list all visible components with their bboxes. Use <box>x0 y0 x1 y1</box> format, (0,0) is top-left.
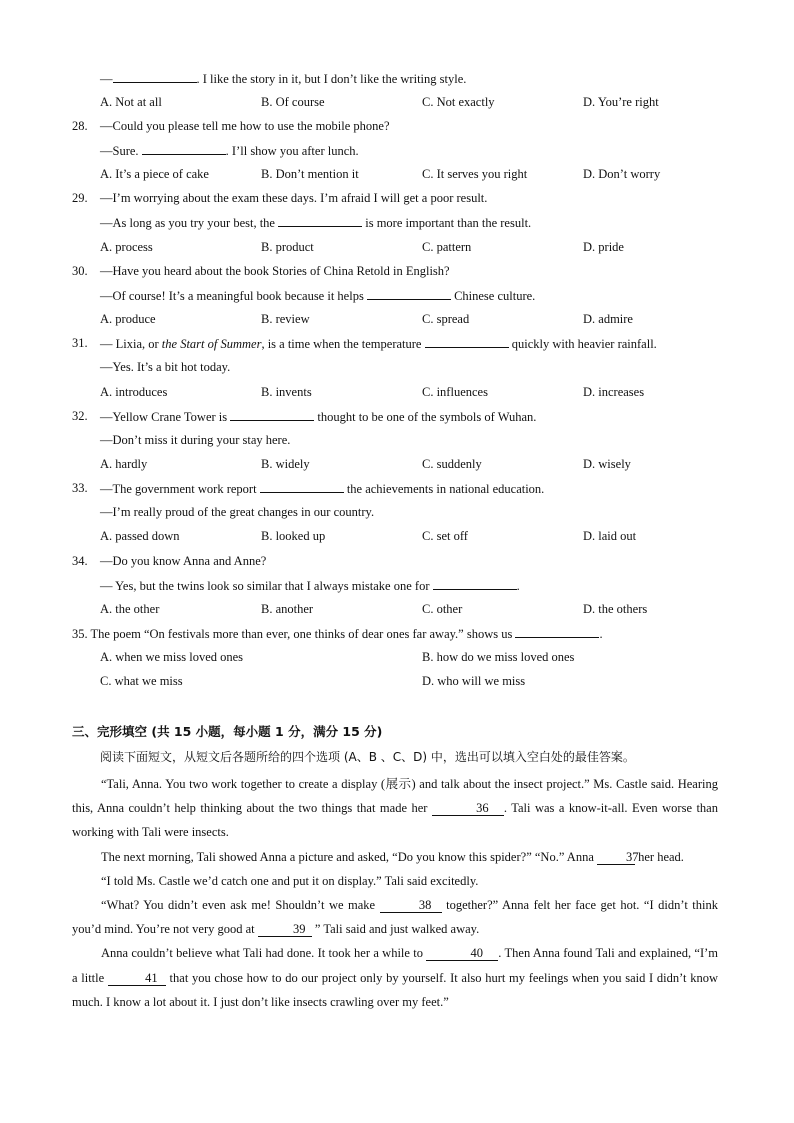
q30-option-a: A. produce <box>100 312 156 326</box>
q30-line2: —Of course! It’s a meaningful book because it helps Chinese culture. <box>100 289 536 303</box>
q35-option-d: D. who will we miss <box>422 674 526 688</box>
question-number: 31. <box>72 336 88 350</box>
q28-line2: —Sure. . I’ll show you after lunch. <box>100 144 359 158</box>
q27-response: — . I like the story in it, but I don’t like the writing style. <box>100 72 467 86</box>
question-number: 30. <box>72 264 88 278</box>
answer-blank-40[interactable]: 40 <box>426 946 498 961</box>
section-instruction: 阅读下面短文，从短文后各题所给的四个选项 (A、B 、C、D) 中，选出可以填入空白处的最佳答案。 <box>100 750 635 764</box>
q30-option-b: B. review <box>261 312 310 326</box>
q30-option-c: C. spread <box>422 312 470 326</box>
q27-option-d: D. You’re right <box>583 95 659 109</box>
q30-line1: —Have you heard about the book Stories of China Retold in English? <box>100 264 450 278</box>
q29-line1: —I’m worrying about the exam these days. I’m afraid I will get a poor result. <box>100 191 488 205</box>
q29-option-c: C. pattern <box>422 240 472 254</box>
answer-blank[interactable] <box>113 70 197 83</box>
answer-blank-41[interactable]: 41 <box>108 971 166 986</box>
passage-paragraph: Anna couldn’t believe what Tali had done. It took her a while to 40 . Then Anna found Tali and explained, “I’m a little 41 that you chose how to do our project only by yourself. It also hurt my feelings when you said I didn’t know much. I know a lot about it. I just don’t like insects crawling over my feet.” <box>72 946 718 1009</box>
q35-option-c: C. what we miss <box>100 674 183 688</box>
q35-stem: 35. The poem “On festivals more than ever, one thinks of dear ones far away.” shows us . <box>72 627 603 641</box>
q31-option-a: A. introduces <box>100 385 168 399</box>
section-title: 三、完形填空 (共 15 小题，每小题 1 分，满分 15 分) <box>72 724 383 739</box>
question-number: 29. <box>72 191 88 205</box>
answer-blank[interactable] <box>260 480 344 493</box>
q32-option-d: D. wisely <box>583 457 631 471</box>
q33-option-a: A. passed down <box>100 529 180 543</box>
q28-line1: —Could you please tell me how to use the mobile phone? <box>100 119 390 133</box>
answer-blank[interactable] <box>433 577 517 590</box>
answer-blank[interactable] <box>367 287 451 300</box>
q28-option-c: C. It serves you right <box>422 167 528 181</box>
q33-line1: —The government work report the achievements in national education. <box>100 482 545 496</box>
question-number: 28. <box>72 119 88 133</box>
q28-option-d: D. Don’t worry <box>583 167 661 181</box>
q29-option-d: D. pride <box>583 240 624 254</box>
q32-option-b: B. widely <box>261 457 310 471</box>
q27-option-a: A. Not at all <box>100 95 162 109</box>
q33-option-d: D. laid out <box>583 529 637 543</box>
answer-blank-37[interactable]: 37 <box>597 850 635 865</box>
q29-line2: —As long as you try your best, the is more important than the result. <box>100 216 532 230</box>
q32-line2: —Don’t miss it during your stay here. <box>100 433 291 447</box>
q31-option-c: C. influences <box>422 385 488 399</box>
q33-option-c: C. set off <box>422 529 468 543</box>
answer-blank[interactable] <box>278 214 362 227</box>
q30-option-d: D. admire <box>583 312 633 326</box>
q29-option-b: B. product <box>261 240 314 254</box>
q34-line1: —Do you know Anna and Anne? <box>100 554 267 568</box>
q31-option-d: D. increases <box>583 385 645 399</box>
question-number: 32. <box>72 409 88 423</box>
answer-blank-36[interactable]: 36 <box>432 801 504 816</box>
q28-option-a: A. It’s a piece of cake <box>100 167 209 181</box>
passage-paragraph: “Tali, Anna. You two work together to create a display (展示) and talk about the insect project.” Ms. Castle said. Hearing this, Anna couldn’t help thinking about the two things that made her 36 . Tali was a know-it-all. Even worse than working with Tali were insects. <box>72 777 718 840</box>
q27-option-c: C. Not exactly <box>422 95 495 109</box>
q34-option-a: A. the other <box>100 602 160 616</box>
q33-line2: —I’m really proud of the great changes in our country. <box>100 505 375 519</box>
q27-option-b: B. Of course <box>261 95 325 109</box>
answer-blank[interactable] <box>425 335 509 348</box>
q32-option-a: A. hardly <box>100 457 148 471</box>
answer-blank-38[interactable]: 38 <box>380 898 442 913</box>
passage-paragraph: “I told Ms. Castle we’d catch one and put it on display.” Tali said excitedly. <box>101 873 479 888</box>
q35-option-a: A. when we miss loved ones <box>100 650 244 664</box>
q32-line1: —Yellow Crane Tower is thought to be one of the symbols of Wuhan. <box>100 410 537 424</box>
q31-line1: — Lixia, or the Start of Summer, is a time when the temperature quickly with heavier rainfall. <box>100 337 657 351</box>
answer-blank[interactable] <box>515 625 599 638</box>
answer-blank[interactable] <box>142 142 226 155</box>
q35-option-b: B. how do we miss loved ones <box>422 650 575 664</box>
question-number: 34. <box>72 554 88 568</box>
q34-option-c: C. other <box>422 602 463 616</box>
cloze-passage <box>72 772 718 1014</box>
answer-blank[interactable] <box>230 408 314 421</box>
q29-option-a: A. process <box>100 240 153 254</box>
q33-option-b: B. looked up <box>261 529 326 543</box>
q32-option-c: C. suddenly <box>422 457 482 471</box>
q31-option-b: B. invents <box>261 385 312 399</box>
passage-paragraph: “What? You didn’t even ask me! Shouldn’t we make 38 together?” Anna felt her face get hot. “I didn’t think you’d mind. You’re not very good at 39 ” Tali said and just walked away. <box>72 898 718 937</box>
answer-blank-39[interactable]: 39 <box>258 922 312 937</box>
q34-option-d: D. the others <box>583 602 648 616</box>
question-number: 33. <box>72 481 88 495</box>
q34-line2: — Yes, but the twins look so similar that I always mistake one for . <box>100 579 520 593</box>
passage-paragraph: The next morning, Tali showed Anna a picture and asked, “Do you know this spider?” “No.” Anna 37 her head. <box>101 849 684 864</box>
q31-line2: —Yes. It’s a bit hot today. <box>100 360 231 374</box>
q28-option-b: B. Don’t mention it <box>261 167 359 181</box>
q34-option-b: B. another <box>261 602 314 616</box>
